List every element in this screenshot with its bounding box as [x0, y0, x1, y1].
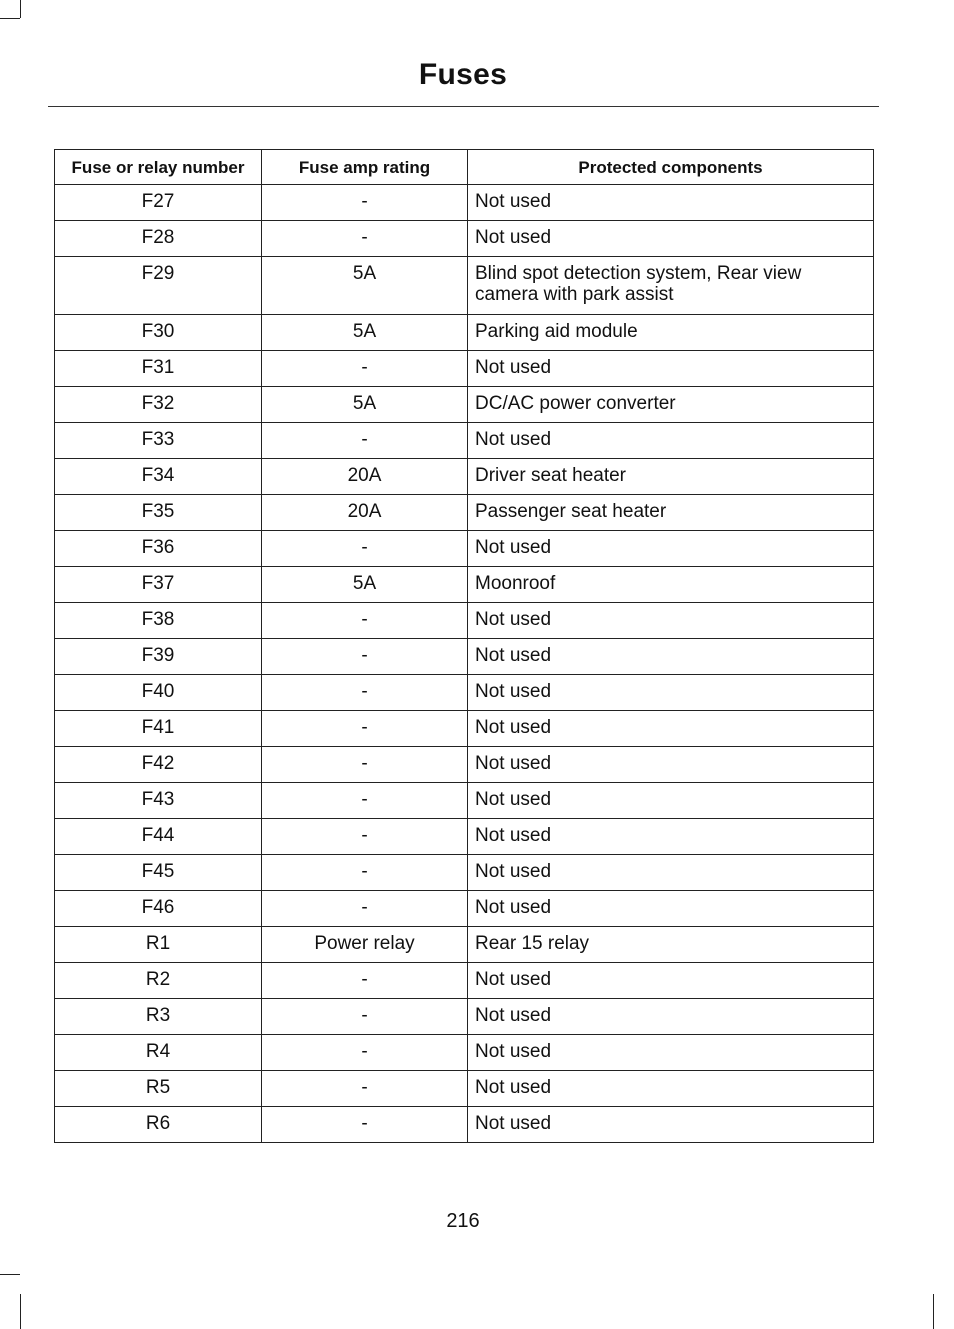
- protected-component: Not used: [468, 891, 874, 927]
- protected-component: Moonroof: [468, 567, 874, 603]
- title-divider: [48, 106, 879, 107]
- protected-component: Not used: [468, 603, 874, 639]
- table-row: [55, 351, 874, 387]
- fuse-number: F29: [55, 257, 262, 315]
- protected-component: Not used: [468, 999, 874, 1035]
- table-row: [55, 891, 874, 927]
- fuse-number: F30: [55, 315, 262, 351]
- table-row: [55, 927, 874, 963]
- protected-component: Not used: [468, 185, 874, 221]
- amp-rating: 5A: [262, 567, 468, 603]
- amp-rating: -: [262, 1035, 468, 1071]
- amp-rating: -: [262, 1107, 468, 1143]
- table-row: [55, 855, 874, 891]
- page-title: Fuses: [418, 58, 508, 91]
- protected-component: Not used: [468, 819, 874, 855]
- protected-component: Blind spot detection system, Rear view camera with park assist: [468, 257, 874, 315]
- fuse-number: F41: [55, 711, 262, 747]
- fuse-number: F40: [55, 675, 262, 711]
- amp-rating: -: [262, 423, 468, 459]
- amp-rating: -: [262, 963, 468, 999]
- crop-mark-bottom-left-vertical: [20, 1294, 21, 1329]
- table-row: [55, 185, 874, 221]
- fuse-number: F33: [55, 423, 262, 459]
- table-row: [55, 423, 874, 459]
- table-row: [55, 747, 874, 783]
- protected-component: Not used: [468, 423, 874, 459]
- amp-rating: 20A: [262, 459, 468, 495]
- protected-component: Not used: [468, 1071, 874, 1107]
- protected-component: Not used: [468, 1035, 874, 1071]
- fuse-number: F27: [55, 185, 262, 221]
- protected-component: Not used: [468, 963, 874, 999]
- fuse-number: F43: [55, 783, 262, 819]
- protected-component: Parking aid module: [468, 315, 874, 351]
- fuse-number: F36: [55, 531, 262, 567]
- amp-rating: -: [262, 639, 468, 675]
- fuse-number: R6: [55, 1107, 262, 1143]
- protected-component: Rear 15 relay: [468, 927, 874, 963]
- fuse-number: F32: [55, 387, 262, 423]
- crop-mark-bottom-right-vertical: [933, 1294, 934, 1329]
- protected-component: Not used: [468, 711, 874, 747]
- fuse-number: F46: [55, 891, 262, 927]
- protected-component: Not used: [468, 221, 874, 257]
- crop-mark-top-left-horizontal: [0, 18, 20, 19]
- fuse-number: F37: [55, 567, 262, 603]
- protected-component: Not used: [468, 1107, 874, 1143]
- table-row: [55, 1035, 874, 1071]
- protected-component: Not used: [468, 351, 874, 387]
- fuse-number: F42: [55, 747, 262, 783]
- amp-rating: -: [262, 185, 468, 221]
- protected-component: Not used: [468, 855, 874, 891]
- fuse-table: [54, 149, 874, 1143]
- protected-component: Passenger seat heater: [468, 495, 874, 531]
- amp-rating: -: [262, 747, 468, 783]
- fuse-number: F44: [55, 819, 262, 855]
- table-row: [55, 963, 874, 999]
- table-row: [55, 675, 874, 711]
- amp-rating: -: [262, 531, 468, 567]
- amp-rating: -: [262, 675, 468, 711]
- protected-component: Driver seat heater: [468, 459, 874, 495]
- page-number: 216: [446, 1210, 480, 1232]
- table-row: [55, 1071, 874, 1107]
- amp-rating: -: [262, 999, 468, 1035]
- amp-rating: -: [262, 603, 468, 639]
- table-row: [55, 711, 874, 747]
- table-row: [55, 257, 874, 315]
- fuse-number: F31: [55, 351, 262, 387]
- fuse-number: R3: [55, 999, 262, 1035]
- crop-mark-bottom-left-horizontal: [0, 1274, 20, 1275]
- table-row: [55, 387, 874, 423]
- fuse-number: F28: [55, 221, 262, 257]
- fuse-number: F35: [55, 495, 262, 531]
- amp-rating: -: [262, 1071, 468, 1107]
- table-row: [55, 783, 874, 819]
- crop-mark-top-left-vertical: [20, 0, 21, 18]
- header-amp-rating: Fuse amp rating: [262, 150, 468, 185]
- table-row: [55, 567, 874, 603]
- amp-rating: -: [262, 351, 468, 387]
- fuse-number: R4: [55, 1035, 262, 1071]
- protected-component: Not used: [468, 747, 874, 783]
- table-row: [55, 819, 874, 855]
- amp-rating: -: [262, 891, 468, 927]
- table-row: [55, 603, 874, 639]
- amp-rating: 20A: [262, 495, 468, 531]
- protected-component: Not used: [468, 531, 874, 567]
- table-row: [55, 221, 874, 257]
- protected-component: Not used: [468, 783, 874, 819]
- table-row: [55, 531, 874, 567]
- protected-component: Not used: [468, 675, 874, 711]
- amp-rating: Power relay: [262, 927, 468, 963]
- table-row: [55, 999, 874, 1035]
- amp-rating: 5A: [262, 257, 468, 315]
- amp-rating: -: [262, 711, 468, 747]
- protected-component: DC/AC power converter: [468, 387, 874, 423]
- amp-rating: -: [262, 819, 468, 855]
- table-row: [55, 459, 874, 495]
- fuse-number: R2: [55, 963, 262, 999]
- amp-rating: -: [262, 855, 468, 891]
- fuse-number: R1: [55, 927, 262, 963]
- header-protected-components: Protected components: [468, 150, 874, 185]
- amp-rating: -: [262, 221, 468, 257]
- fuse-number: R5: [55, 1071, 262, 1107]
- protected-component: Not used: [468, 639, 874, 675]
- amp-rating: 5A: [262, 315, 468, 351]
- table-row: [55, 1107, 874, 1143]
- table-row: [55, 639, 874, 675]
- table-row: [55, 315, 874, 351]
- table-row: [55, 495, 874, 531]
- header-fuse-number: Fuse or relay number: [55, 150, 262, 185]
- fuse-number: F34: [55, 459, 262, 495]
- amp-rating: -: [262, 783, 468, 819]
- fuse-number: F45: [55, 855, 262, 891]
- fuse-number: F38: [55, 603, 262, 639]
- table-header-row: [55, 150, 874, 185]
- fuse-number: F39: [55, 639, 262, 675]
- amp-rating: 5A: [262, 387, 468, 423]
